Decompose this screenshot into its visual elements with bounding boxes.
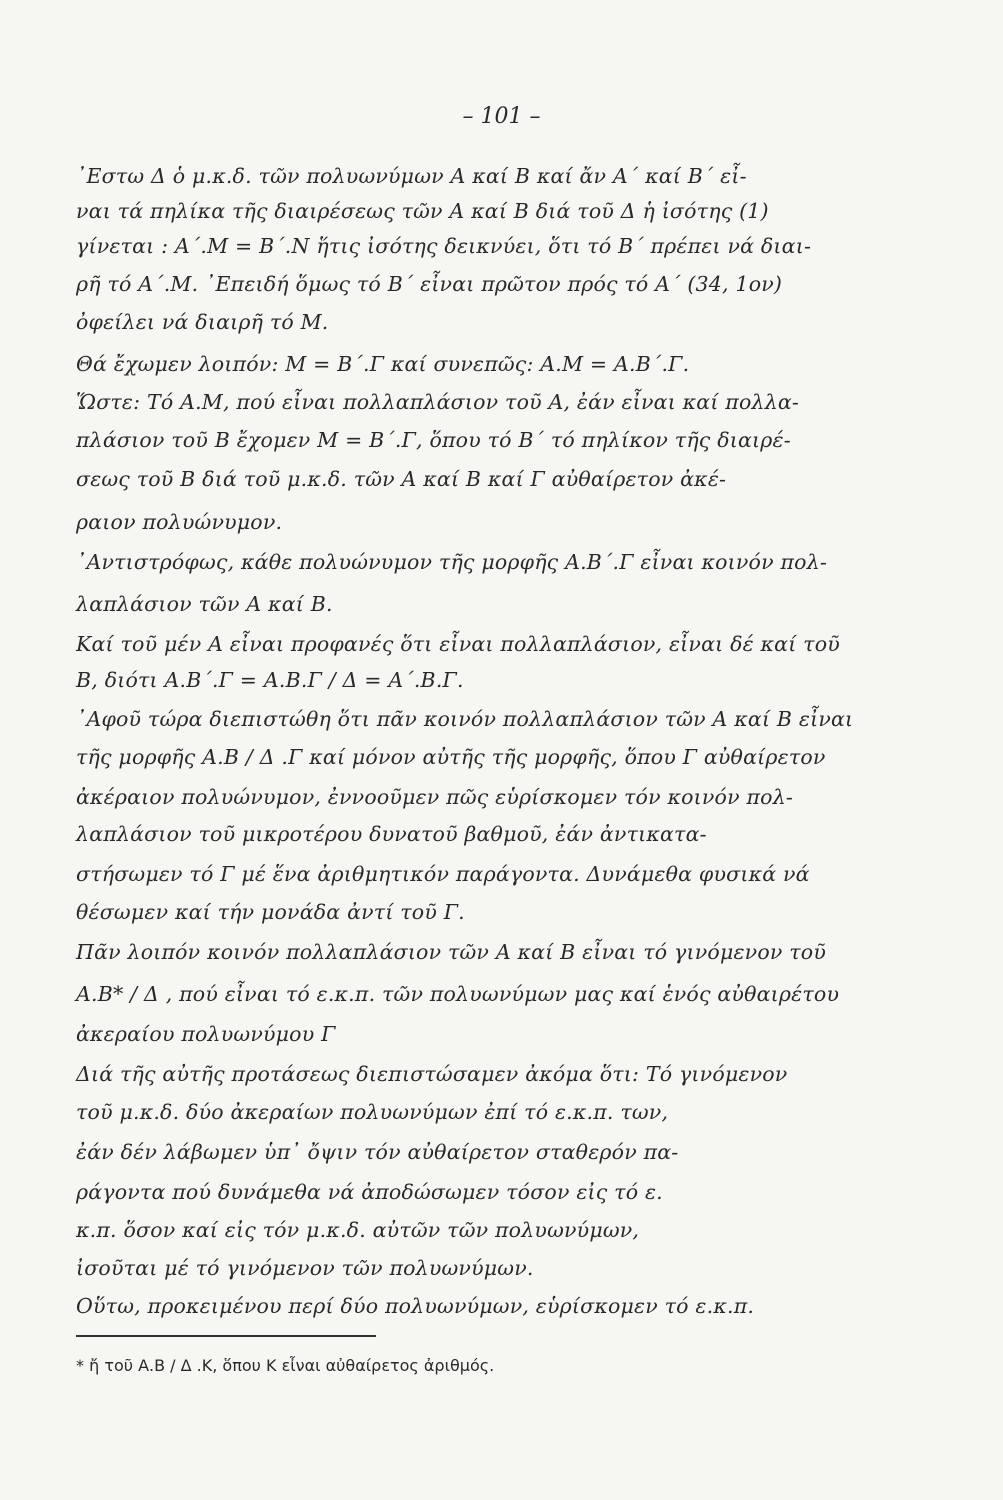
text-line: ράγοντα πού δυνάμεθα νά ἀποδώσωμεν τόσον εἰς τό ε. <box>76 1180 663 1204</box>
text-line: ᾿Αφοῦ τώρα διεπιστώθη ὅτι πᾶν κοινόν πολλαπλάσιον τῶν Α καί Β εἶναι <box>76 707 854 731</box>
text-line: Ὥστε: Τό Α.Μ, πού εἶναι πολλαπλάσιον τοῦ Α, ἐάν εἶναι καί πολλα- <box>76 390 800 414</box>
text-line: γίνεται : Α΄.Μ = Β΄.Ν ἥτις ἰσότης δεικνύει, ὅτι τό Β΄ πρέπει νά διαι- <box>76 234 812 258</box>
text-line: ραιον πολυώνυμον. <box>76 510 283 534</box>
text-line: πλάσιον τοῦ Β ἔχομεν Μ = Β΄.Γ, ὅπου τό Β΄ τό πηλίκον τῆς διαιρέ- <box>76 428 791 452</box>
text-line: ρῆ τό Α΄.Μ. ᾿Επειδή ὅμως τό Β΄ εἶναι πρῶτον πρός τό Α΄ (34, 1ον) <box>76 272 783 296</box>
text-line: ἐάν δέν λάβωμεν ὑπ᾿ ὄψιν τόν αὐθαίρετον σταθερόν πα- <box>76 1140 679 1164</box>
text-line: λαπλάσιον τοῦ μικροτέρου δυνατοῦ βαθμοῦ, ἐάν ἀντικατα- <box>76 822 707 846</box>
text-line: ἀκεραίου πολυωνύμου Γ <box>76 1022 336 1046</box>
text-line: τῆς μορφῆς Α.Β / Δ .Γ καί μόνον αὐτῆς τῆς μορφῆς, ὅπου Γ αὐθαίρετον <box>76 745 826 769</box>
text-line: Θά ἔχωμεν λοιπόν: Μ = Β΄.Γ καί συνεπῶς: Α.Μ = Α.Β΄.Γ. <box>76 352 690 376</box>
text-line: Α.Β* / Δ , πού εἶναι τό ε.κ.π. τῶν πολυωνύμων μας καί ἑνός αὐθαιρέτου <box>76 982 840 1006</box>
text-line: ᾿Αντιστρόφως, κάθε πολυώνυμον τῆς μορφῆς Α.Β΄.Γ εἶναι κοινόν πολ- <box>76 550 828 574</box>
text-line: σεως τοῦ Β διά τοῦ μ.κ.δ. τῶν Α καί Β καί Γ αὐθαίρετον ἀκέ- <box>76 467 727 491</box>
text-line: ὀφείλει νά διαιρῆ τό Μ. <box>76 310 329 334</box>
text-line: ναι τά πηλίκα τῆς διαιρέσεως τῶν Α καί Β διά τοῦ Δ ἡ ἰσότης (1) <box>76 199 769 223</box>
text-line: Διά τῆς αὐτῆς προτάσεως διεπιστώσαμεν ἀκόμα ὅτι: Τό γινόμενον <box>76 1062 788 1086</box>
text-line: ἰσοῦται μέ τό γινόμενον τῶν πολυωνύμων. <box>76 1256 534 1280</box>
text-line: τοῦ μ.κ.δ. δύο ἀκεραίων πολυωνύμων ἐπί τό ε.κ.π. των, <box>76 1100 669 1124</box>
page-number: – 101 – <box>462 104 541 129</box>
text-line: Καί τοῦ μέν Α εἶναι προφανές ὅτι εἶναι πολλαπλάσιον, εἶναι δέ καί τοῦ <box>76 632 840 656</box>
text-line: στήσωμεν τό Γ μέ ἕνα ἀριθμητικόν παράγοντα. Δυνάμεθα φυσικά νά <box>76 862 810 886</box>
text-line: κ.π. ὅσον καί εἰς τόν μ.κ.δ. αὐτῶν τῶν πολυωνύμων, <box>76 1218 640 1242</box>
footnote: * ἤ τοῦ Α.Β / Δ .Κ, ὅπου Κ εἶναι αὐθαίρετος ἀριθμός. <box>76 1356 495 1375</box>
footnote-divider <box>76 1335 376 1337</box>
text-line: λαπλάσιον τῶν Α καί Β. <box>76 592 333 616</box>
text-line: θέσωμεν καί τήν μονάδα ἀντί τοῦ Γ. <box>76 900 465 924</box>
text-line: Β, διότι Α.Β΄.Γ = Α.Β.Γ / Δ = Α΄.Β.Γ. <box>76 668 464 692</box>
text-line: Οὕτω, προκειμένου περί δύο πολυωνύμων, εὑρίσκομεν τό ε.κ.π. <box>76 1294 755 1318</box>
text-line: ᾿Εστω Δ ὁ μ.κ.δ. τῶν πολυωνύμων Α καί Β καί ἄν Α΄ καί Β΄ εἶ- <box>76 164 747 188</box>
text-line: Πᾶν λοιπόν κοινόν πολλαπλάσιον τῶν Α καί Β εἶναι τό γινόμενον τοῦ <box>76 940 826 964</box>
text-line: ἀκέραιον πολυώνυμον, ἐννοοῦμεν πῶς εὑρίσκομεν τόν κοινόν πολ- <box>76 785 794 809</box>
